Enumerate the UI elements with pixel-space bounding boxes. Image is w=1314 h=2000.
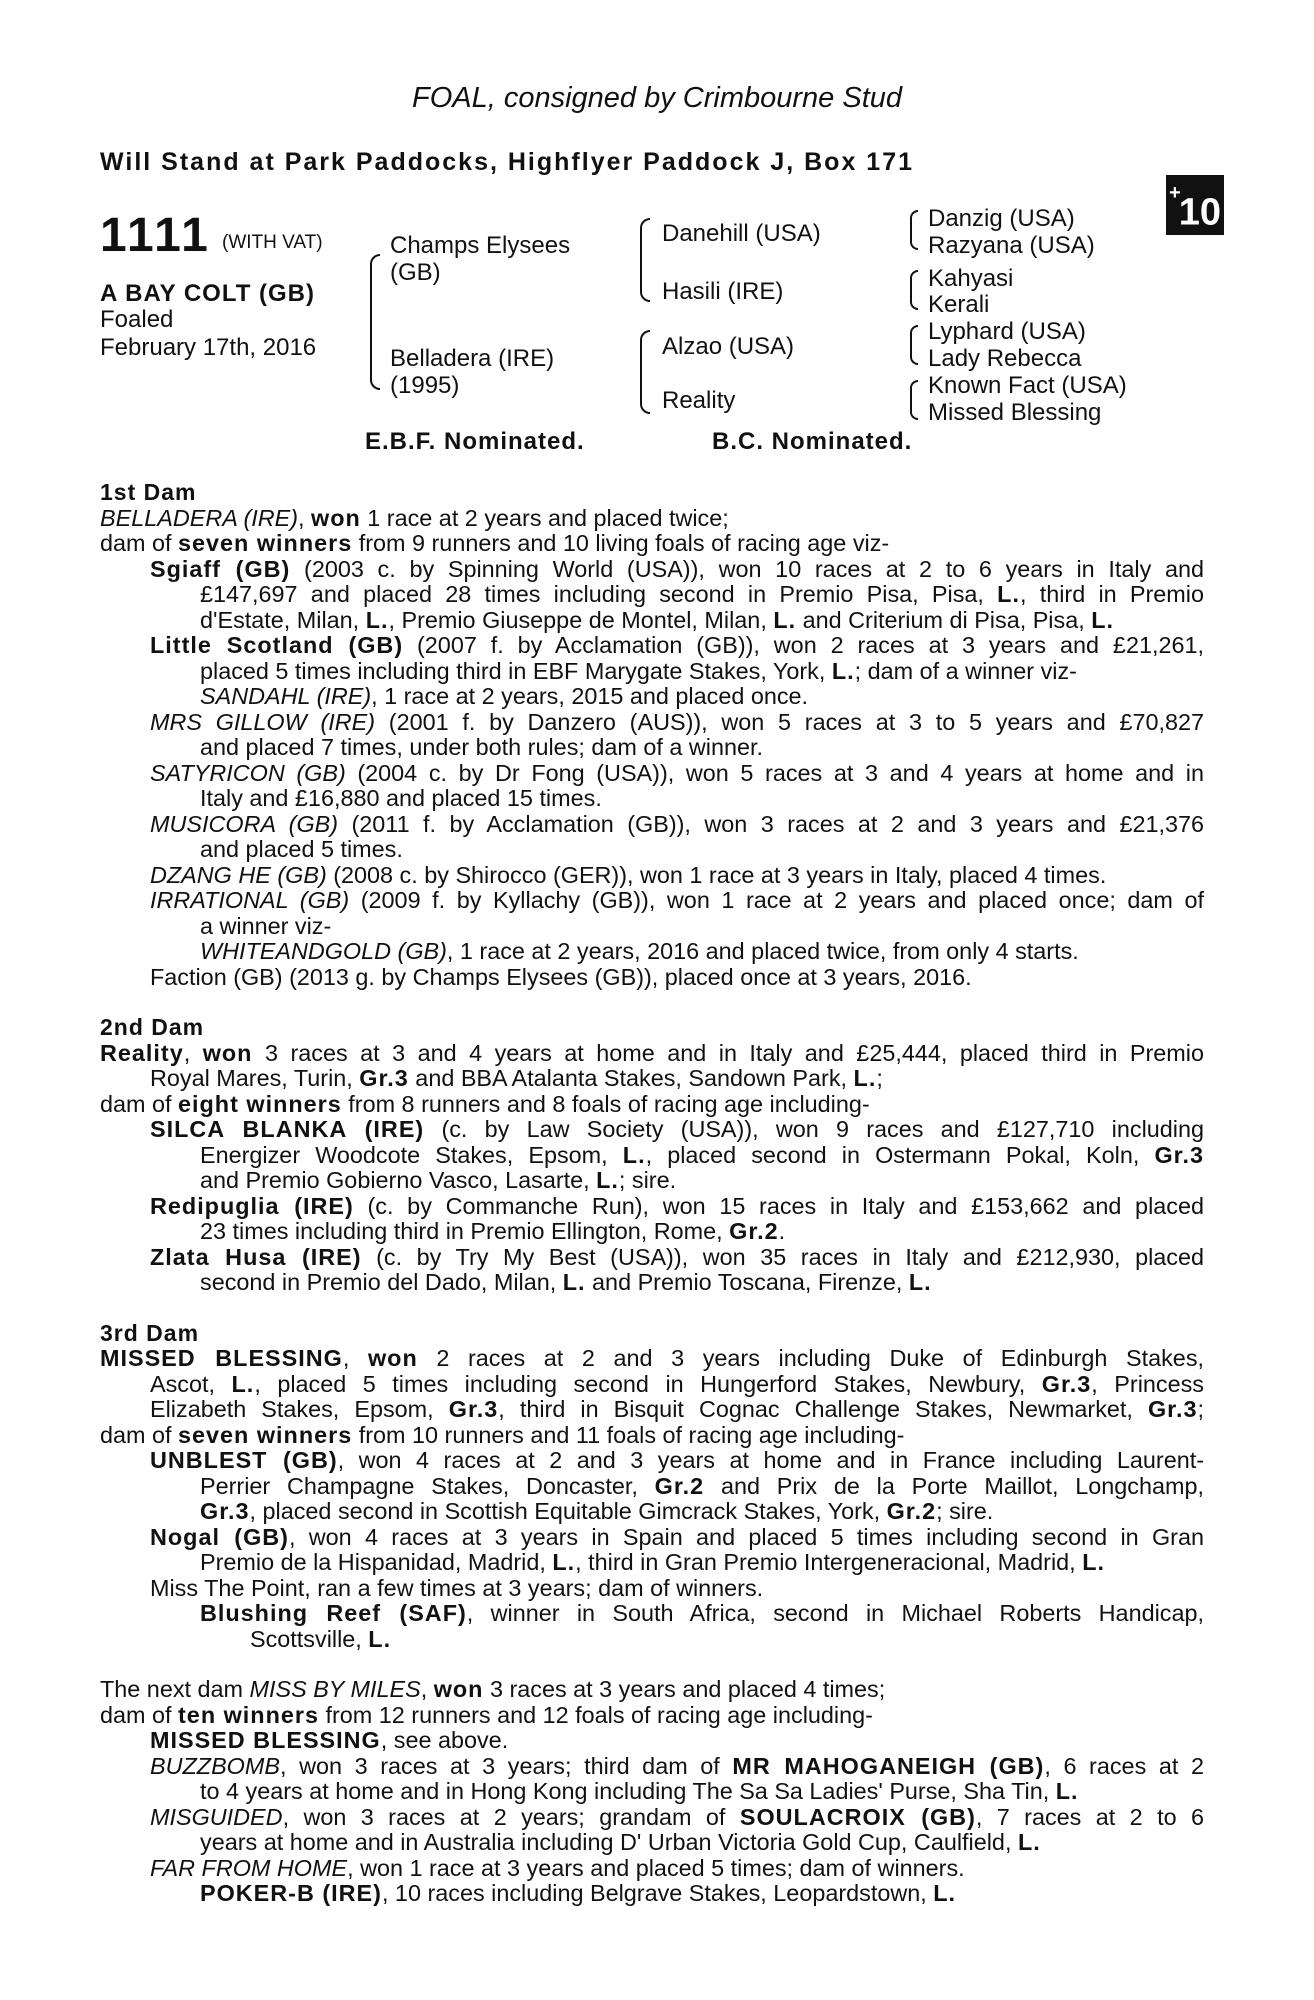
horse-name: BUZZBOMB <box>150 1752 280 1779</box>
produce-little-scotland-cont <box>100 659 1204 685</box>
produce-satyricon <box>100 761 1204 787</box>
horse-name: POKER-B (IRE) <box>200 1880 382 1906</box>
produce-unblest <box>100 1448 1204 1474</box>
text: Energizer Woodcote Stakes, Epsom, <box>200 1141 623 1168</box>
text: (2011 f. by Acclamation (GB)), won 3 races at 2 and 3 years and £21,376 <box>338 810 1204 837</box>
text: from 8 runners and 8 foals of racing age including- <box>341 1090 870 1117</box>
ebf-nominated: E.B.F. Nominated. <box>365 428 585 455</box>
produce-miss-the-point: Miss The Point, ran a few times at 3 years; dam of winners. <box>150 1574 764 1601</box>
text: Scottsville, <box>250 1625 369 1652</box>
grade-label: Gr.3 <box>1147 1396 1198 1422</box>
catalogue-body <box>100 480 1204 1907</box>
text: ; <box>1197 1396 1204 1422</box>
grade-label: Gr.3 <box>1041 1370 1092 1397</box>
pedigree-ddd: Missed Blessing <box>928 399 1102 426</box>
badge-number: 10 <box>1178 191 1221 234</box>
produce-buzzbomb-cont <box>100 1779 1204 1805</box>
text: d'Estate, Milan, <box>200 606 366 633</box>
listed-label: L. <box>596 1167 619 1193</box>
grade-label: Gr.2 <box>886 1498 937 1524</box>
text: , <box>183 1039 203 1066</box>
text: , Princess <box>1091 1370 1204 1397</box>
winners-count: eight winners <box>178 1090 342 1117</box>
text: from 9 runners and 10 living foals of racing age viz- <box>352 530 890 556</box>
winners-count: seven winners <box>178 1421 353 1448</box>
third-dam-line2 <box>100 1372 1204 1398</box>
produce-dzang-he <box>100 863 1204 889</box>
bracket-dd <box>910 380 918 420</box>
horse-name: SATYRICON (GB) <box>150 759 346 786</box>
text: , third in Premio <box>1019 581 1205 607</box>
text: (c. by Commanche Run), won 15 races in Italy and £153,662 and placed <box>353 1192 1204 1219</box>
text: The next dam <box>100 1676 250 1702</box>
listed-label: L. <box>908 1269 932 1295</box>
text: , third in Gran Premio Intergeneracional, Madrid, <box>575 1549 1083 1575</box>
produce-missed-blessing <box>100 1728 1204 1754</box>
text: 3 races at 3 years and placed 4 times; <box>483 1676 886 1702</box>
sire-country: (GB) <box>390 259 441 286</box>
pedigree-sd: Hasili (IRE) <box>662 278 784 305</box>
dam-year: (1995) <box>390 372 460 399</box>
won-label: won <box>202 1039 253 1066</box>
text: Premio de la Hispanidad, Madrid, <box>200 1549 553 1575</box>
text: 3 races at 3 and 4 years at home and in Italy and £25,444, placed third in Premio <box>252 1039 1204 1066</box>
won-label: won <box>367 1345 418 1371</box>
text: £147,697 and placed 28 times including second in Premio Pisa, Pisa, <box>200 581 998 607</box>
vat-label: (WITH VAT) <box>222 232 323 253</box>
text: , 7 races at 2 to 6 <box>975 1803 1205 1830</box>
listed-label: L. <box>831 657 855 684</box>
produce-silca-blanka-cont <box>100 1143 1204 1169</box>
produce-silca-blanka <box>100 1117 1204 1143</box>
won-label: won <box>311 504 361 531</box>
horse-name: Nogal (GB) <box>150 1523 289 1550</box>
produce-redipuglia-cont <box>100 1219 1204 1245</box>
dam-name: Belladera (IRE) <box>390 345 555 372</box>
text: , placed second in Ostermann Pokal, Koln, <box>645 1141 1155 1168</box>
produce-far-from-home <box>100 1856 1204 1882</box>
stand-location: Will Stand at Park Paddocks, Highflyer Paddock J, Box 171 <box>100 148 914 176</box>
horse-name: DZANG HE (GB) <box>150 861 327 888</box>
horse-name: MISGUIDED <box>150 1803 283 1830</box>
text: to 4 years at home and in Hong Kong including The Sa Sa Ladies' Purse, Sha Tin, <box>200 1778 1056 1804</box>
text: , 10 races including Belgrave Stakes, Leopardstown, <box>381 1880 934 1906</box>
horse-name: SOULACROIX (GB) <box>739 1803 976 1830</box>
text: , won 3 races at 2 years; grandam of <box>282 1803 740 1830</box>
text: and Premio Gobierno Vasco, Lasarte, <box>200 1167 597 1193</box>
horse-name: Zlata Husa (IRE) <box>150 1243 362 1270</box>
listed-label: L. <box>1017 1829 1041 1855</box>
text: , placed 5 times including second in Hungerford Stakes, Newbury, <box>254 1370 1042 1397</box>
listed-label: L. <box>622 1141 646 1168</box>
text: (c. by Law Society (USA)), won 9 races and £127,710 including <box>424 1116 1204 1142</box>
bracket-ss <box>910 210 918 250</box>
pedigree-ssd: Razyana (USA) <box>928 232 1095 259</box>
produce-silca-blanka-cont2 <box>100 1168 1204 1194</box>
badge-icon: +10 <box>1166 175 1224 235</box>
text: , Premio Giuseppe de Montel, Milan, <box>388 606 774 633</box>
grade-label: Gr.3 <box>200 1498 250 1524</box>
pedigree-bracket-main <box>370 254 380 390</box>
text: , see above. <box>380 1727 509 1753</box>
text: , 1 race at 2 years, 2016 and placed twice, from only 4 starts. <box>446 938 1079 964</box>
horse-name: Redipuglia (IRE) <box>150 1192 354 1219</box>
text: 23 times including third in Premio Ellington, Rome, <box>200 1218 730 1244</box>
text: ; dam of a winner viz- <box>854 657 1077 684</box>
grade-label: Gr.3 <box>359 1065 409 1091</box>
lot-title: A BAY COLT (GB) <box>100 280 316 307</box>
listed-label: L. <box>773 606 797 633</box>
dam-name: BELLADERA (IRE) <box>100 504 299 531</box>
horse-name: Little Scotland (GB) <box>150 632 404 658</box>
text: , won 1 race at 3 years and placed 5 times; dam of winners. <box>347 1854 965 1881</box>
grade-label: Gr.3 <box>448 1396 499 1422</box>
bracket-ds <box>910 325 918 365</box>
text: , winner in South Africa, second in Michael Roberts Handicap, <box>466 1600 1204 1626</box>
horse-name: MISSED BLESSING <box>150 1727 381 1753</box>
pedigree-sds: Kahyasi <box>928 265 1014 292</box>
horse-name: WHITEANDGOLD (GB) <box>200 938 447 964</box>
pedigree-dsd: Lady Rebecca <box>928 345 1082 372</box>
dam-name: MISSED BLESSING <box>100 1345 343 1371</box>
horse-name: SANDAHL (IRE) <box>200 683 372 709</box>
grade-label: Gr.2 <box>654 1472 705 1499</box>
text: Elizabeth Stakes, Epsom, <box>150 1396 449 1422</box>
horse-name: Sgiaff (GB) <box>150 555 291 582</box>
listed-label: L. <box>997 581 1020 607</box>
text: and Premio Toscana, Firenze, <box>585 1269 909 1295</box>
horse-name: MR MAHOGANEIGH (GB) <box>732 1752 1045 1779</box>
produce-sandahl <box>100 684 1204 710</box>
produce-mrs-gillow-cont: and placed 7 times, under both rules; dam of a winner. <box>200 734 764 760</box>
listed-label: L. <box>365 606 389 633</box>
produce-whiteandgold <box>100 939 1204 965</box>
pedigree-ss: Danehill (USA) <box>662 220 821 247</box>
first-dam-heading: 1st Dam <box>100 479 197 505</box>
dam-name: Reality <box>100 1039 184 1066</box>
produce-sgiaff <box>100 557 1204 583</box>
produce-irrational <box>100 888 1204 914</box>
bc-nominated: B.C. Nominated. <box>712 428 913 455</box>
second-dam-produce-line <box>100 1092 1204 1118</box>
pedigree-sss: Danzig (USA) <box>928 205 1075 232</box>
horse-name: Blushing Reef (SAF) <box>200 1600 467 1626</box>
listed-label: L. <box>368 1625 392 1652</box>
produce-poker-b <box>100 1881 1204 1907</box>
listed-label: L. <box>552 1549 576 1575</box>
text: from 12 runners and 12 foals of racing age including- <box>319 1701 873 1728</box>
lot-number: 1111 <box>100 209 211 262</box>
foaled-label: Foaled <box>100 306 174 333</box>
produce-little-scotland <box>100 633 1204 659</box>
next-dam-line <box>100 1677 1204 1703</box>
listed-label: L. <box>1082 1549 1105 1575</box>
text: (2001 f. by Danzero (AUS)), won 5 races at 3 to 5 years and £70,827 <box>375 708 1204 735</box>
produce-irrational-cont: a winner viz- <box>200 912 332 939</box>
produce-zlata-husa <box>100 1245 1204 1271</box>
produce-musicora-cont: and placed 5 times. <box>200 836 403 862</box>
produce-blushing-reef <box>100 1601 1204 1627</box>
second-dam-heading: 2nd Dam <box>100 1014 205 1040</box>
text: and BBA Atalanta Stakes, Sandown Park, <box>408 1065 854 1091</box>
text: Royal Mares, Turin, <box>150 1065 360 1091</box>
text: , placed second in Scottish Equitable Gimcrack Stakes, York, <box>249 1498 887 1524</box>
first-dam-line <box>100 506 1204 532</box>
listed-label: L. <box>1055 1778 1079 1804</box>
produce-mrs-gillow <box>100 710 1204 736</box>
produce-misguided-cont <box>100 1830 1204 1856</box>
second-dam-line2 <box>100 1066 1204 1092</box>
text: Perrier Champagne Stakes, Doncaster, <box>200 1472 655 1499</box>
listed-label: L. <box>1091 606 1114 633</box>
listed-label: L. <box>933 1880 957 1906</box>
produce-nogal-cont <box>100 1550 1204 1576</box>
produce-redipuglia <box>100 1194 1204 1220</box>
text: dam of <box>100 530 179 556</box>
text: ; sire. <box>618 1167 677 1193</box>
horse-name: MRS GILLOW (IRE) <box>150 708 376 735</box>
text: dam of <box>100 1090 179 1117</box>
text: (2009 f. by Kyllachy (GB)), won 1 race at 2 years and placed once; dam of <box>349 887 1204 913</box>
text: (2007 f. by Acclamation (GB)), won 2 races at 3 years and £21,261, <box>403 632 1204 658</box>
text: , <box>342 1345 368 1371</box>
text: . <box>778 1218 786 1244</box>
third-dam-line3 <box>100 1397 1204 1423</box>
horse-name: UNBLEST (GB) <box>150 1447 338 1473</box>
text: and Prix de la Porte Maillot, Longchamp, <box>704 1472 1205 1499</box>
first-dam-produce-line <box>100 531 1204 557</box>
text: , won 3 races at 3 years; third dam of <box>279 1752 733 1779</box>
third-dam-line <box>100 1346 1204 1372</box>
text: placed 5 times including third in EBF Marygate Stakes, York, <box>200 657 832 684</box>
produce-satyricon-cont: Italy and £16,880 and placed 15 times. <box>200 785 602 811</box>
text: ; sire. <box>936 1498 994 1524</box>
consignor-line: FOAL, consigned by Crimbourne Stud <box>411 82 903 114</box>
winners-count: ten winners <box>178 1701 319 1728</box>
next-dam-produce-line <box>100 1703 1204 1729</box>
third-dam-produce-line <box>100 1423 1204 1449</box>
third-dam-heading: 3rd Dam <box>100 1319 200 1346</box>
text: (c. by Try My Best (USA)), won 35 races in Italy and £212,930, placed <box>361 1243 1205 1270</box>
pedigree-sire <box>390 232 570 286</box>
produce-sgiaff-cont <box>100 582 1204 608</box>
produce-sgiaff-cont2 <box>100 608 1204 634</box>
text: (2004 c. by Dr Fong (USA)), won 5 races at 3 and 4 years at home and in <box>345 759 1204 786</box>
text: dam of <box>100 1701 179 1728</box>
text: , won 4 races at 2 and 3 years at home and in France including Laurent- <box>337 1447 1204 1473</box>
pedigree-sdd: Kerali <box>928 291 990 318</box>
horse-name: FAR FROM HOME <box>150 1854 348 1881</box>
pedigree-dds: Known Fact (USA) <box>928 372 1127 399</box>
produce-unblest-cont2 <box>100 1499 1204 1525</box>
text: dam of <box>100 1421 179 1448</box>
produce-nogal <box>100 1525 1204 1551</box>
text: ; <box>876 1065 883 1091</box>
pedigree-dam <box>390 345 554 399</box>
won-label: won <box>433 1676 484 1702</box>
produce-unblest-cont <box>100 1474 1204 1500</box>
text: , 1 race at 2 years, 2015 and placed once. <box>371 683 809 709</box>
produce-blushing-reef-cont <box>100 1627 1204 1653</box>
text: , <box>420 1676 434 1702</box>
horse-name: IRRATIONAL (GB) <box>150 887 350 913</box>
horse-name: SILCA BLANKA (IRE) <box>150 1116 425 1142</box>
listed-label: L. <box>853 1065 877 1091</box>
text: second in Premio del Dado, Milan, <box>200 1269 563 1295</box>
sire-name: Champs Elysees <box>390 232 571 259</box>
text: and Criterium di Pisa, Pisa, <box>796 606 1092 633</box>
winners-count: seven winners <box>178 530 353 556</box>
text: 2 races at 2 and 3 years including Duke of Edinburgh Stakes, <box>417 1345 1205 1371</box>
produce-faction: Faction (GB) (2013 g. by Champs Elysees (GB)), placed once at 3 years, 2016. <box>150 963 972 990</box>
listed-label: L. <box>231 1370 255 1397</box>
text: , won 4 races at 3 years in Spain and placed 5 times including second in Gran <box>288 1523 1204 1550</box>
produce-misguided <box>100 1805 1204 1831</box>
grade-label: Gr.2 <box>729 1218 779 1244</box>
text: from 10 runners and 11 foals of racing age including- <box>352 1421 905 1448</box>
text: 1 race at 2 years and placed twice; <box>360 504 729 531</box>
second-dam-line <box>100 1041 1204 1067</box>
pedigree-ds: Alzao (USA) <box>662 333 795 360</box>
text: Ascot, <box>150 1370 232 1397</box>
text: years at home and in Australia including D' Urban Victoria Gold Cup, Caulfield, <box>200 1829 1018 1855</box>
produce-musicora <box>100 812 1204 838</box>
pedigree-bracket-dam <box>640 330 650 414</box>
horse-name: MUSICORA (GB) <box>150 810 339 837</box>
text: (2003 c. by Spinning World (USA)), won 10 races at 2 to 6 years in Italy and <box>290 555 1205 582</box>
text: , 6 races at 2 <box>1044 1752 1205 1779</box>
text: (2008 c. by Shirocco (GER)), won 1 race at 3 years in Italy, placed 4 times. <box>326 861 1107 888</box>
text: , <box>298 504 312 531</box>
pedigree-bracket-sire <box>640 218 650 302</box>
dam-name: MISS BY MILES <box>249 1676 421 1702</box>
pedigree-dd: Reality <box>662 387 736 414</box>
text: , third in Bisquit Cognac Challenge Stakes, Newmarket, <box>498 1396 1148 1422</box>
pedigree-dss: Lyphard (USA) <box>928 318 1086 345</box>
listed-label: L. <box>562 1269 586 1295</box>
produce-zlata-husa-cont <box>100 1270 1204 1296</box>
bracket-sd <box>910 270 918 310</box>
foaled-date: February 17th, 2016 <box>100 334 317 361</box>
produce-buzzbomb <box>100 1754 1204 1780</box>
grade-label: Gr.3 <box>1154 1141 1204 1168</box>
